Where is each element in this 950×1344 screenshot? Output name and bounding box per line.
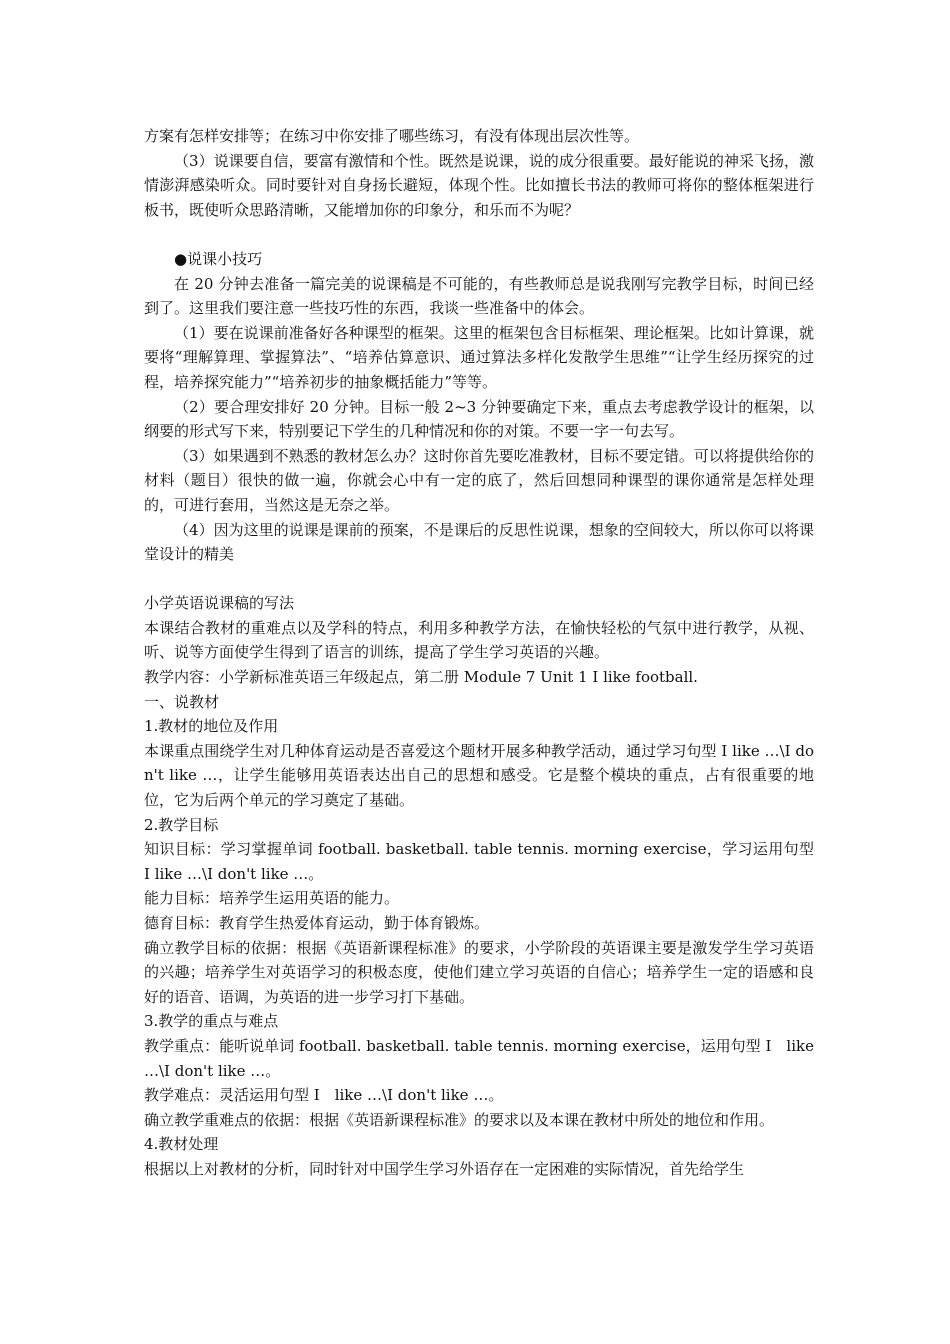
subheading-key-difficult: 3.教学的重点与难点	[144, 1012, 279, 1031]
paragraph-continued: 方案有怎样安排等；在练习中你安排了哪些练习，有没有体现出层次性等。	[144, 127, 640, 145]
subheading-goals: 2.教学目标	[144, 815, 219, 834]
tip-3: （3）如果遇到不熟悉的教材怎么办？这时你首先要吃准教材，目标不要定错。可以将提供给你的材料（题目）很快的做一遍，你就会心中有一定的底了，然后回想同种课型的课你通常是怎样处理的，可进行套用，当然这是无奈之举。	[144, 446, 814, 514]
english-intro: 本课结合教材的重难点以及学科的特点，利用多种教学方法，在愉快轻松的气氛中进行教学，从视、听、说等方面使学生得到了语言的训练，提高了学生学习英语的兴趣。	[144, 618, 814, 662]
tips-intro: 在 20 分钟去准备一篇完美的说课稿是不可能的，有些教师总是说我刚写完教学目标，时间已经到了。这里我们要注意一些技巧性的东西，我谈一些准备中的体会。	[144, 274, 814, 318]
role-text: 本课重点围绕学生对几种体育运动是否喜爱这个题材开展多种教学活动，通过学习句型 I like …\I don't like …，让学生能够用英语表达出自己的思想和感受。它是整个模块的重点，占有很重要的地位，它为后两个单元的学习奠定了基础。	[144, 741, 814, 810]
goal-basis: 确立教学目标的依据：根据《英语新课程标准》的要求，小学阶段的英语课主要是激发学生学习英语的兴趣；培养学生对英语学习的积极态度，使他们建立学习英语的自信心；培养学生一定的语感和良好的语音、语调，为英语的进一步学习打下基础。	[144, 938, 814, 1006]
blank-line	[144, 567, 814, 592]
tip-4: （4）因为这里的说课是课前的预案，不是课后的反思性说课，想象的空间较大，所以你可以将课堂设计的精美	[144, 520, 814, 564]
tip-1: （1）要在说课前准备好各种课型的框架。这里的框架包含目标框架、理论框架。比如计算课，就要将“理解算理、掌握算法”、“培养估算意识、通过算法多样化发散学生思维”“让学生经历探究的过程，培养探究能力”“培养初步的抽象概括能力”等等。	[144, 323, 814, 391]
teaching-content: 教学内容：小学新标准英语三年级起点，第二册 Module 7 Unit 1 I like football.	[144, 668, 698, 687]
key-point: 教学重点：能听说单词 football. basketball. table tennis. morning exercise，运用句型 I like …\I don't like …。	[144, 1036, 814, 1080]
difficult-point: 教学难点：灵活运用句型 I like …\I don't like …。	[144, 1086, 504, 1105]
goal-ability: 能力目标：培养学生运用英语的能力。	[144, 889, 400, 908]
key-difficult-basis: 确立教学重难点的依据：根据《英语新课程标准》的要求以及本课在教材中所处的地位和作用。	[144, 1110, 775, 1129]
goal-moral: 德育目标：教育学生热爱体育运动，勤于体育锻炼。	[144, 914, 490, 932]
subheading-role: 1.教材的地位及作用	[144, 717, 279, 736]
paragraph-confidence: （3）说课要自信，要富有激情和个性。既然是说课，说的成分很重要。最好能说的神采飞扬，激情澎湃感染听众。同时要针对自身扬长避短，体现个性。比如擅长书法的教师可将你的整体框架进行板书，既使听众思路清晰，又能增加你的印象分，和乐而不为呢？	[144, 151, 814, 219]
english-section-title: 小学英语说课稿的写法	[144, 594, 295, 613]
document-page	[144, 124, 814, 1182]
tip-2: （2）要合理安排好 20 分钟。目标一般 2~3 分钟要确定下来，重点去考虑教学设计的框架，以纲要的形式写下来，特别要记下学生的几种情况和你的对策。不要一字一句去写。	[144, 397, 814, 441]
goal-knowledge: 知识目标：学习掌握单词 football. basketball. table tennis. morning exercise，学习运用句型 I like …\I don't like …。	[144, 840, 814, 883]
processing-text: 根据以上对教材的分析，同时针对中国学生学习外语存在一定困难的实际情况，首先给学生	[144, 1159, 745, 1178]
subheading-processing: 4.教材处理	[144, 1135, 219, 1154]
section-heading-textbook: 一、说教材	[144, 692, 220, 711]
blank-line	[144, 222, 814, 247]
tips-heading: ●说课小技巧	[174, 249, 263, 268]
